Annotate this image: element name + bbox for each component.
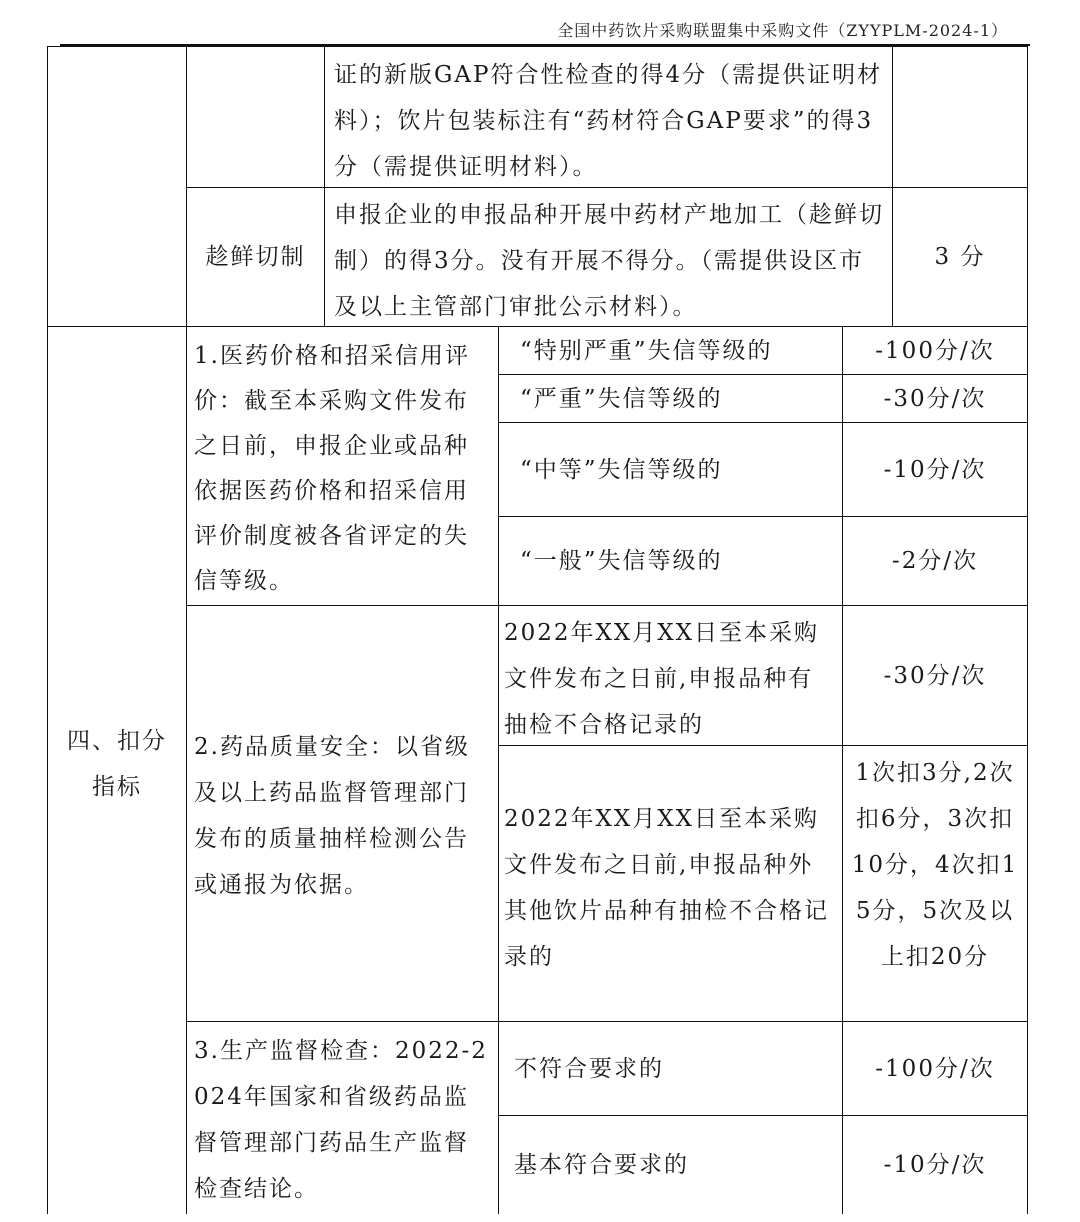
credit-score-2: -10分/次 [883,456,987,483]
gap-requirement-text: 证的新版GAP符合性检查的得4分（需提供证明材料）；饮片包装标注有“药材符合GAP要求”的得3分（需提供证明材料）。 [334,62,883,180]
credit-cond-1: “严重”失信等级的 [520,385,723,412]
quality-score-0: -30分/次 [883,662,987,689]
table-border-top [47,46,1028,47]
credit-cond-3: “一般”失信等级的 [520,548,723,574]
quality-score-1: 1次扣3分,2次扣6分，3次扣10分，4次扣15分，5次及以上扣20分 [851,760,1019,970]
credit-cond-2: “中等”失信等级的 [520,456,723,483]
quality-cond-0: 2022年XX月XX日至本采购文件发布之日前,申报品种有抽检不合格记录的 [504,620,820,738]
quality-cond-1: 2022年XX月XX日至本采购文件发布之日前,申报品种外其他饮片品种有抽检不合格记录的 [504,806,829,970]
table-border-col2 [324,46,325,326]
quality-description: 2.药品质量安全：以省级及以上药品监督管理部门发布的质量抽样检测公告或通报为依据。 [194,734,470,898]
credit-cond-0: “特别严重”失信等级的 [520,337,773,364]
production-cond-0: 不符合要求的 [514,1055,664,1082]
section-title [48,718,186,818]
production-score-0: -100分/次 [875,1055,995,1082]
table-border-left [47,46,48,1214]
table-border-cond-left [498,326,499,1214]
production-cond-1: 基本符合要求的 [514,1152,689,1178]
section-title-line2: 指标 [92,774,142,800]
table-border-right [1027,46,1028,1214]
credit-description: 1.医药价格和招采信用评价：截至本采购文件发布之日前，申报企业或品种依据医药价格和招采信用评价制度被各省评定的失信等级。 [194,343,470,594]
fresh-cut-label: 趁鲜切制 [205,244,306,270]
credit-score-1: -30分/次 [883,385,987,412]
fresh-cut-text: 申报企业的申报品种开展中药材产地加工（趁鲜切制）的得3分。没有开展不得分。（需提供设区市及以上主管部门审批公示材料）。 [334,202,884,320]
credit-score-0: -100分/次 [875,337,995,364]
production-description: 3.生产监督检查：2022-2024年国家和省级药品监督管理部门药品生产监督检查结论。 [194,1038,488,1202]
fresh-cut-score: 3 分 [934,244,986,270]
page-header-title: 全国中药饮片采购联盟集中采购文件（ZYYPLM-2024-1） [557,21,1008,40]
credit-score-3: -2分/次 [891,548,979,574]
production-score-1: -10分/次 [883,1152,987,1178]
section-title-line1: 四、扣分 [67,728,167,754]
